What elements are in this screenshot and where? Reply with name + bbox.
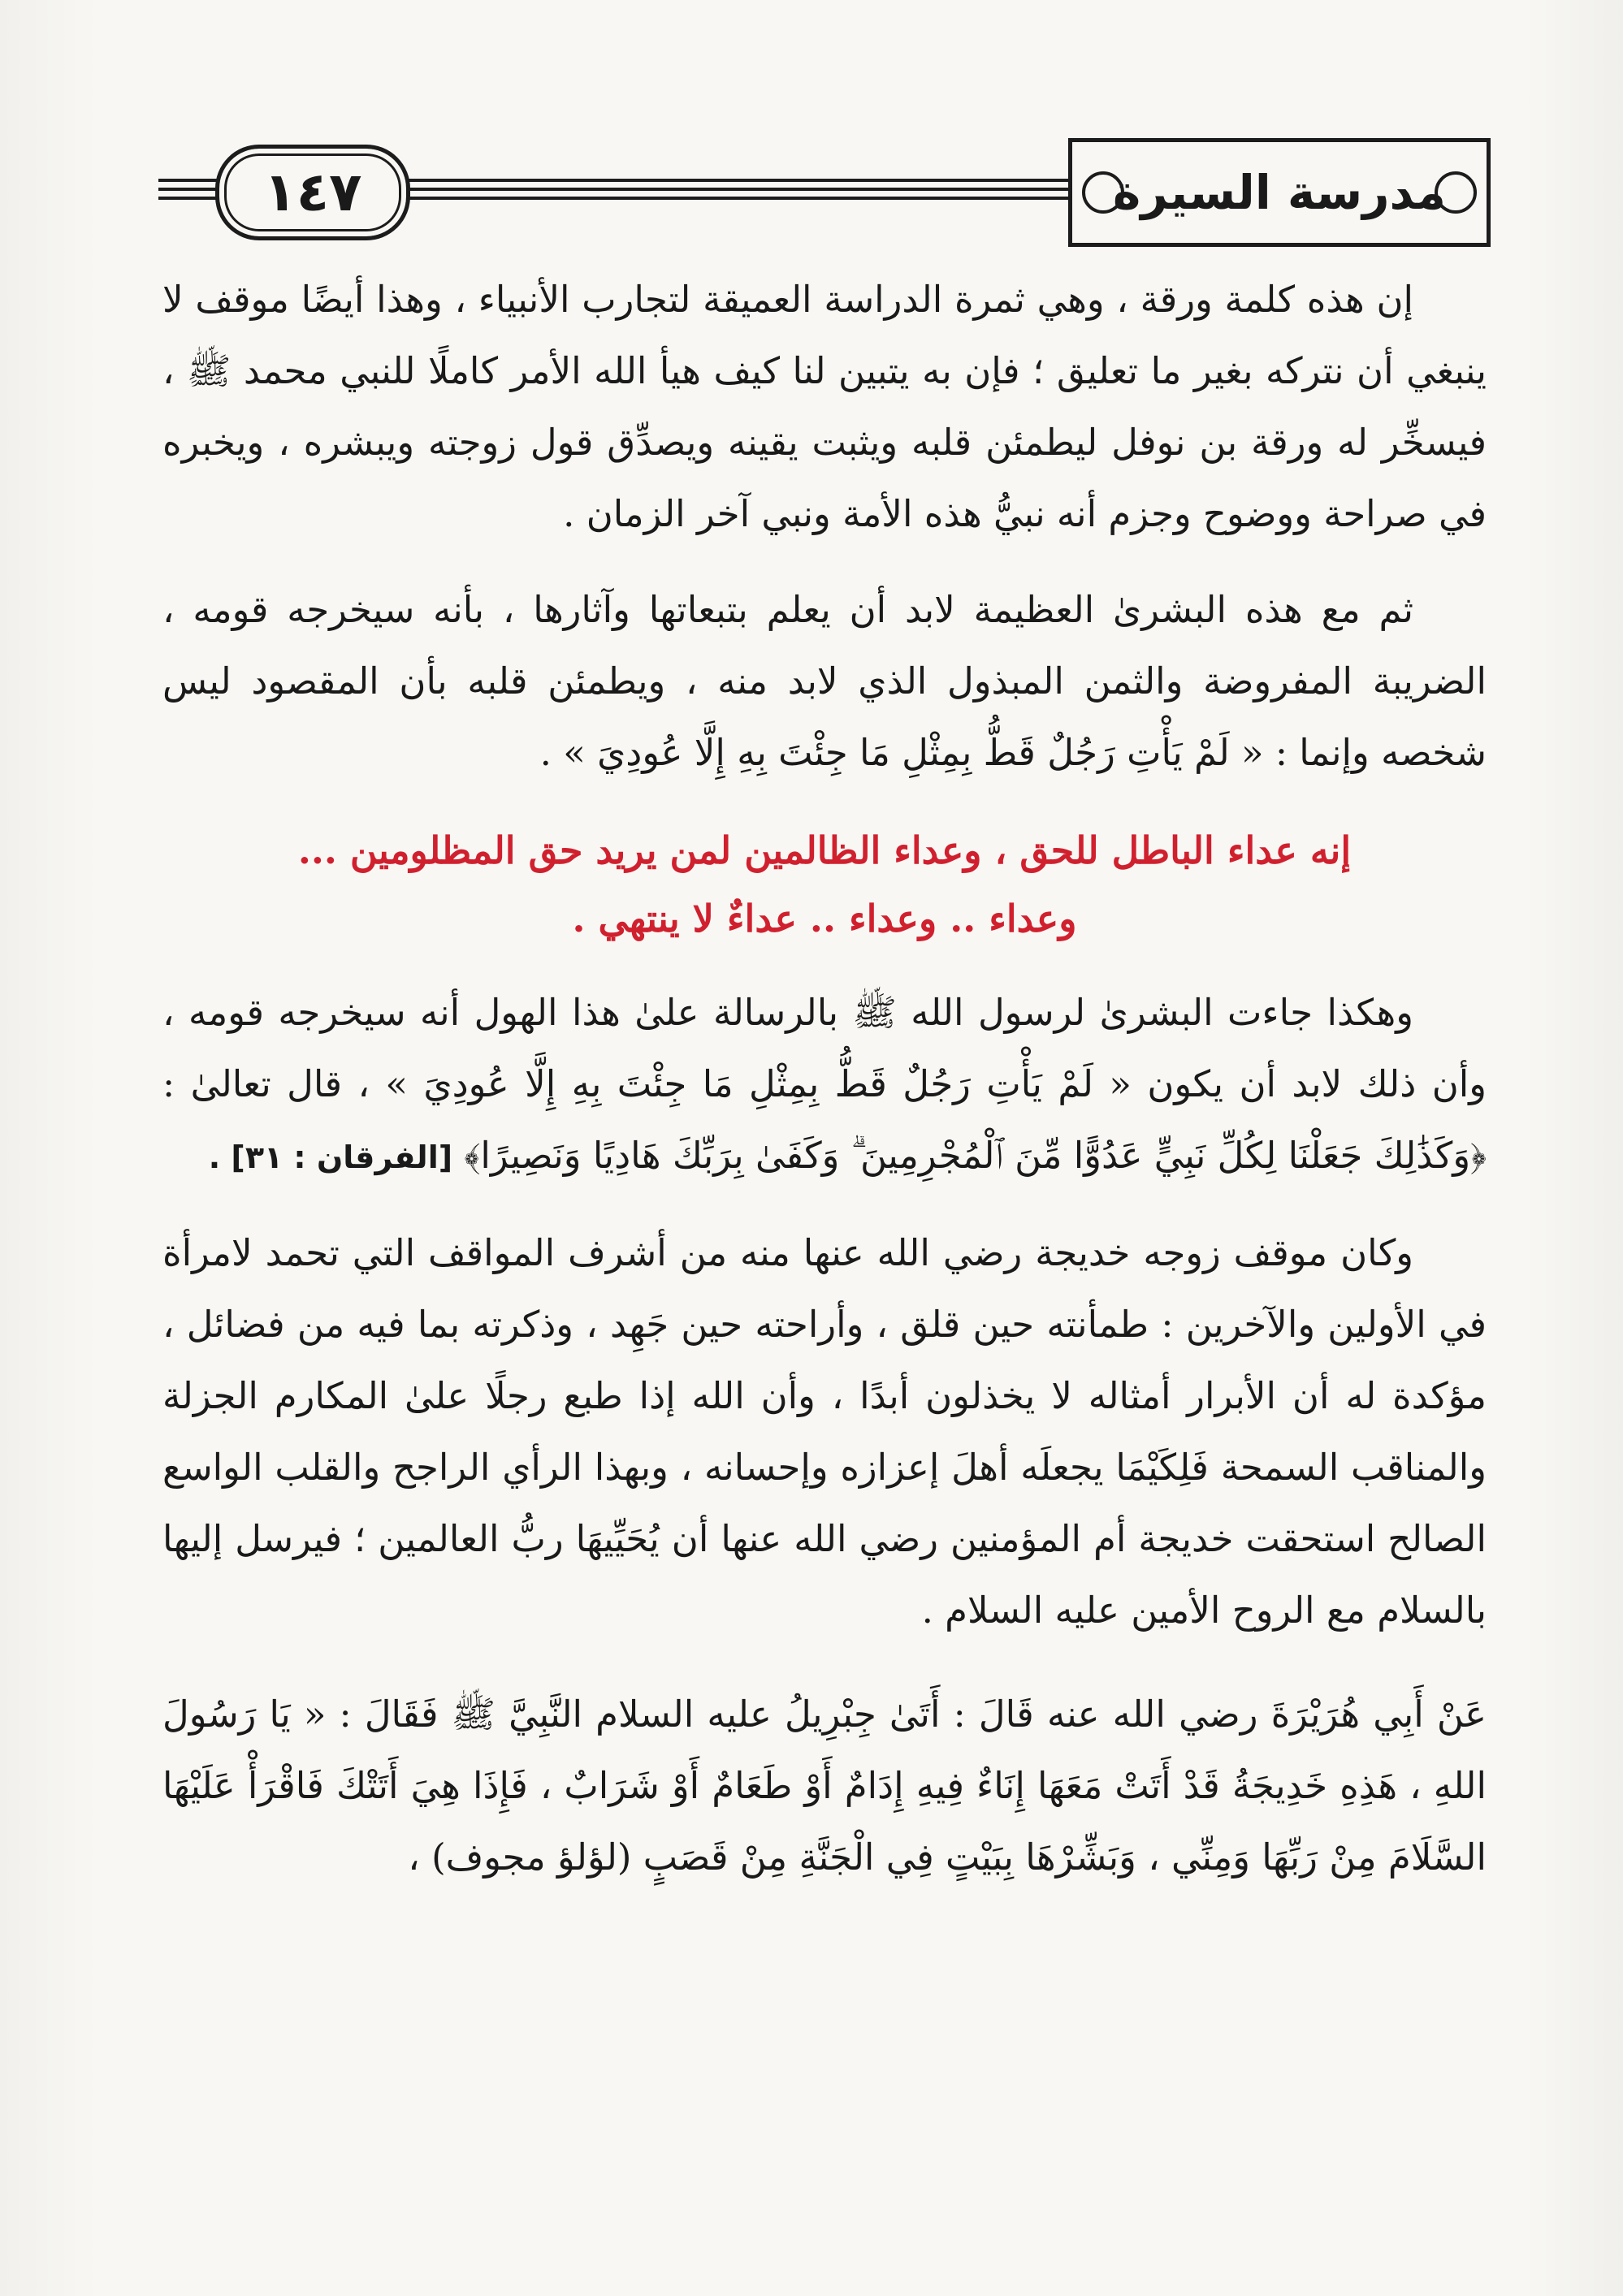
paragraph-2: ثم مع هذه البشرىٰ العظيمة لابد أن يعلم بتبعاتها وآثارها ، بأنه سيخرجه قومه ، الضريبة المفروضة والثمن المبذول الذي لابد منه ، ويطمئن قلبه بأن المقصود ليس شخصه وإنما : « لَمْ يَأْتِ رَجُلٌ قَطُّ بِمِثْلِ مَا جِئْتَ بِهِ إِلَّا عُودِيَ » . — [162, 588, 1487, 774]
page-number: ١٤٧ — [263, 161, 362, 223]
paragraph-3 — [162, 977, 1487, 1193]
running-title-badge — [1068, 138, 1491, 247]
page-header — [158, 136, 1491, 242]
heading-line-2: وعداء .. وعداء .. عداءٌ لا ينتهي . — [572, 897, 1077, 940]
running-title: مدرسة السيرة — [1113, 165, 1446, 220]
paragraph-1: إن هذه كلمة ورقة ، وهي ثمرة الدراسة العميقة لتجارب الأنبياء ، وهذا أيضًا موقف لا ينبغي أن نتركه بغير ما تعليق ؛ فإن به يتبين لنا كيف هيأ الله الأمر كاملًا للنبي محمد ﷺ ، فيسخِّر له ورقة بن نوفل ليطمئن قلبه ويثبت يقينه ويصدِّق قول زوجته ويبشره ، ويخبره في صراحة ووضوح وجزم أنه نبيُّ هذه الأمة ونبي آخر الزمان . — [162, 278, 1487, 535]
quran-reference: [الفرقان : ٣١] . — [208, 1139, 453, 1175]
page-body — [162, 264, 1487, 1893]
heading-line-1: إنه عداء الباطل للحق ، وعداء الظالمين لمن يريد حق المظلومين ... — [297, 828, 1352, 872]
page-number-badge — [215, 145, 410, 240]
section-heading — [162, 816, 1487, 953]
hadith-text: عَنْ أَبِي هُرَيْرَةَ رضي الله عنه قَالَ : أَتَىٰ جِبْرِيلُ عليه السلام النَّبِيَّ ﷺ فَقَالَ : « يَا رَسُولَ اللهِ ، هَذِهِ خَدِيجَةُ قَدْ أَتَتْ مَعَهَا إِنَاءٌ فِيهِ إِدَامٌ أَوْ طَعَامٌ أَوْ شَرَابٌ ، فَإِذَا هِيَ أَتَتْكَ فَاقْرَأْ عَلَيْهَا السَّلَامَ مِنْ رَبِّهَا وَمِنِّي ، وَبَشِّرْهَا بِبَيْتٍ فِي الْجَنَّةِ مِنْ قَصَبٍ (لؤلؤ مجوف) ، — [162, 1693, 1487, 1879]
paragraph-4: وكان موقف زوجه خديجة رضي الله عنها منه من أشرف المواقف التي تحمد لامرأة في الأولين والآخرين : طمأنته حين قلق ، وأراحته حين جَهِد ، وذكرته بما فيه من فضائل ، مؤكدة له أن الأبرار أمثاله لا يخذلون أبدًا ، وأن الله إذا طبع رجلًا علىٰ المكارم الجزلة والمناقب السمحة فَلِكَيْمَا يجعلَه أهلَ إعزازه وإحسانه ، وبهذا الرأي الراجح والقلب الواسع الصالح استحقت خديجة أم المؤمنين رضي الله عنها أن يُحَيِّيهَا ربُّ العالمين ؛ فيرسل إليها بالسلام مع الروح الأمين عليه السلام . — [162, 1231, 1487, 1632]
paragraph-3-text: وهكذا جاءت البشرىٰ لرسول الله ﷺ بالرسالة علىٰ هذا الهول أنه سيخرجه قومه ، وأن ذلك لابد أن يكون « لَمْ يَأْتِ رَجُلٌ قَطُّ بِمِثْلِ مَا جِئْتَ بِهِ إِلَّا عُودِيَ » ، قال تعالىٰ : ﴿وَكَذَٰلِكَ جَعَلْنَا لِكُلِّ نَبِيٍّ عَدُوًّا مِّنَ ٱلْمُجْرِمِينَ ۗ وَكَفَىٰ بِرَبِّكَ هَادِيًا وَنَصِيرًا﴾ — [162, 991, 1487, 1177]
